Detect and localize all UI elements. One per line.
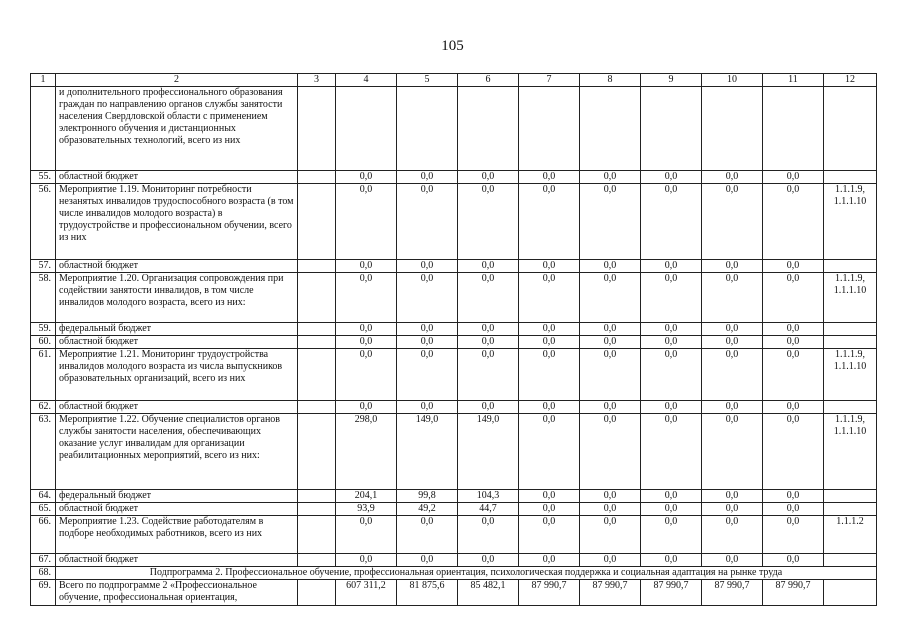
- row-description: Всего по подпрограмме 2 «Профессиональное обучение, профессиональная ориентация,: [56, 580, 298, 606]
- value-cell: 0,0: [458, 273, 519, 323]
- value-cell: 0,0: [336, 336, 397, 349]
- total-row: [31, 580, 877, 606]
- row-description: областной бюджет: [56, 260, 298, 273]
- value-cell: 0,0: [763, 184, 824, 260]
- value-cell: [336, 87, 397, 171]
- value-cell: 0,0: [336, 184, 397, 260]
- header-cell: 12: [824, 74, 877, 87]
- header-row: [31, 74, 877, 87]
- row-number: 56.: [31, 184, 56, 260]
- value-cell: [397, 87, 458, 171]
- value-cell: 0,0: [702, 171, 763, 184]
- value-cell: 0,0: [580, 349, 641, 401]
- value-cell: 0,0: [580, 260, 641, 273]
- value-cell: 0,0: [336, 554, 397, 567]
- col3-cell: [298, 490, 336, 503]
- value-cell: 0,0: [336, 171, 397, 184]
- value-cell: 0,0: [458, 349, 519, 401]
- value-cell: 0,0: [763, 414, 824, 490]
- row-number: 66.: [31, 516, 56, 554]
- target-link-cell: 1.1.1.9, 1.1.1.10: [824, 184, 877, 260]
- col3-cell: [298, 503, 336, 516]
- value-cell: 0,0: [519, 490, 580, 503]
- value-cell: 0,0: [519, 336, 580, 349]
- row-description: Мероприятие 1.21. Мониторинг трудоустройства инвалидов молодого возраста из числа выпускников образовательных организаций, всего из них: [56, 349, 298, 401]
- value-cell: 0,0: [458, 336, 519, 349]
- table-row: [31, 336, 877, 349]
- col3-cell: [298, 414, 336, 490]
- value-cell: 0,0: [702, 490, 763, 503]
- value-cell: 0,0: [458, 260, 519, 273]
- value-cell: 0,0: [519, 401, 580, 414]
- row-number: 60.: [31, 336, 56, 349]
- row-description: Мероприятие 1.23. Содействие работодателям в подборе необходимых работников, всего из них: [56, 516, 298, 554]
- value-cell: 0,0: [641, 336, 702, 349]
- row-number: 62.: [31, 401, 56, 414]
- value-cell: 0,0: [580, 490, 641, 503]
- col3-cell: [298, 260, 336, 273]
- row-description: Мероприятие 1.19. Мониторинг потребности незанятых инвалидов трудоспособного возраста (в том числе инвалидов молодого возраста) в трудоустройстве и профессиональном обучении, всего из них: [56, 184, 298, 260]
- value-cell: 0,0: [702, 260, 763, 273]
- col3-cell: [298, 273, 336, 323]
- header-cell: 11: [763, 74, 824, 87]
- col3-cell: [298, 554, 336, 567]
- row-number: 68.: [31, 567, 56, 580]
- table-body: [31, 74, 877, 606]
- row-number: 57.: [31, 260, 56, 273]
- value-cell: 0,0: [336, 260, 397, 273]
- target-link-cell: [824, 260, 877, 273]
- col3-cell: [298, 516, 336, 554]
- value-cell: 149,0: [397, 414, 458, 490]
- header-cell: 8: [580, 74, 641, 87]
- table-row: [31, 490, 877, 503]
- value-cell: 0,0: [580, 401, 641, 414]
- value-cell: 0,0: [336, 516, 397, 554]
- row-number: 67.: [31, 554, 56, 567]
- value-cell: 0,0: [763, 273, 824, 323]
- header-cell: 6: [458, 74, 519, 87]
- value-cell: 0,0: [397, 260, 458, 273]
- subprogram-row: [31, 567, 877, 580]
- value-cell: 0,0: [763, 503, 824, 516]
- row-description: федеральный бюджет: [56, 323, 298, 336]
- value-cell: 0,0: [458, 323, 519, 336]
- value-cell: [641, 87, 702, 171]
- value-cell: 0,0: [641, 401, 702, 414]
- value-cell: 81 875,6: [397, 580, 458, 606]
- budget-table: [30, 73, 877, 606]
- value-cell: 607 311,2: [336, 580, 397, 606]
- row-description: федеральный бюджет: [56, 490, 298, 503]
- header-cell: 10: [702, 74, 763, 87]
- value-cell: 87 990,7: [763, 580, 824, 606]
- col3-cell: [298, 349, 336, 401]
- row-description: областной бюджет: [56, 401, 298, 414]
- value-cell: 87 990,7: [702, 580, 763, 606]
- value-cell: 0,0: [702, 503, 763, 516]
- target-link-cell: 1.1.1.9, 1.1.1.10: [824, 349, 877, 401]
- value-cell: 0,0: [397, 171, 458, 184]
- value-cell: 0,0: [519, 554, 580, 567]
- col3-cell: [298, 336, 336, 349]
- value-cell: 0,0: [763, 516, 824, 554]
- row-description: и дополнительного профессионального образования граждан по направлению органов службы занятости населения Свердловской области с применением электронного обучения и дистанционных образовательных технологий, всего из них: [56, 87, 298, 171]
- target-link-cell: [824, 171, 877, 184]
- value-cell: 0,0: [519, 171, 580, 184]
- table-row: [31, 273, 877, 323]
- value-cell: 149,0: [458, 414, 519, 490]
- value-cell: 0,0: [641, 554, 702, 567]
- target-link-cell: [824, 580, 877, 606]
- value-cell: 204,1: [336, 490, 397, 503]
- target-link-cell: 1.1.1.2: [824, 516, 877, 554]
- value-cell: 0,0: [580, 414, 641, 490]
- value-cell: 0,0: [702, 323, 763, 336]
- value-cell: 0,0: [397, 554, 458, 567]
- value-cell: 0,0: [702, 401, 763, 414]
- target-link-cell: [824, 323, 877, 336]
- value-cell: 0,0: [458, 171, 519, 184]
- row-number: 65.: [31, 503, 56, 516]
- subprogram-title: Подпрограмма 2. Профессиональное обучение, профессиональная ориентация, психологическая поддержка и социальная адаптация на рынке труда: [56, 567, 877, 580]
- value-cell: 0,0: [519, 503, 580, 516]
- value-cell: 87 990,7: [519, 580, 580, 606]
- col3-cell: [298, 401, 336, 414]
- value-cell: [580, 87, 641, 171]
- value-cell: 0,0: [641, 414, 702, 490]
- value-cell: 0,0: [580, 516, 641, 554]
- value-cell: 0,0: [763, 171, 824, 184]
- header-cell: 2: [56, 74, 298, 87]
- row-description: областной бюджет: [56, 503, 298, 516]
- value-cell: 0,0: [702, 273, 763, 323]
- row-number: 63.: [31, 414, 56, 490]
- target-link-cell: 1.1.1.9, 1.1.1.10: [824, 414, 877, 490]
- value-cell: [702, 87, 763, 171]
- value-cell: 99,8: [397, 490, 458, 503]
- col3-cell: [298, 87, 336, 171]
- table-row: [31, 260, 877, 273]
- row-description: областной бюджет: [56, 336, 298, 349]
- value-cell: [519, 87, 580, 171]
- value-cell: 0,0: [702, 184, 763, 260]
- target-link-cell: [824, 554, 877, 567]
- value-cell: 0,0: [763, 401, 824, 414]
- value-cell: 0,0: [641, 184, 702, 260]
- value-cell: 0,0: [641, 490, 702, 503]
- row-number: 61.: [31, 349, 56, 401]
- value-cell: 0,0: [397, 349, 458, 401]
- value-cell: 0,0: [641, 516, 702, 554]
- row-number: 69.: [31, 580, 56, 606]
- value-cell: 0,0: [580, 336, 641, 349]
- value-cell: 0,0: [702, 414, 763, 490]
- value-cell: 0,0: [763, 336, 824, 349]
- table-row: [31, 323, 877, 336]
- value-cell: 0,0: [702, 336, 763, 349]
- value-cell: 104,3: [458, 490, 519, 503]
- table-row: [31, 401, 877, 414]
- value-cell: 0,0: [336, 349, 397, 401]
- row-number: [31, 87, 56, 171]
- target-link-cell: 1.1.1.9, 1.1.1.10: [824, 273, 877, 323]
- table-row: [31, 184, 877, 260]
- value-cell: 0,0: [641, 171, 702, 184]
- value-cell: 0,0: [458, 401, 519, 414]
- value-cell: 0,0: [702, 516, 763, 554]
- value-cell: 87 990,7: [641, 580, 702, 606]
- value-cell: 0,0: [519, 323, 580, 336]
- value-cell: 0,0: [763, 554, 824, 567]
- table-row: [31, 349, 877, 401]
- header-cell: 4: [336, 74, 397, 87]
- value-cell: [763, 87, 824, 171]
- value-cell: 0,0: [641, 349, 702, 401]
- row-number: 64.: [31, 490, 56, 503]
- value-cell: 0,0: [397, 323, 458, 336]
- value-cell: 0,0: [580, 273, 641, 323]
- value-cell: 0,0: [641, 260, 702, 273]
- table-row: [31, 503, 877, 516]
- value-cell: 0,0: [763, 323, 824, 336]
- header-cell: 7: [519, 74, 580, 87]
- value-cell: 0,0: [519, 414, 580, 490]
- col3-cell: [298, 580, 336, 606]
- value-cell: 87 990,7: [580, 580, 641, 606]
- value-cell: 85 482,1: [458, 580, 519, 606]
- value-cell: 93,9: [336, 503, 397, 516]
- value-cell: 49,2: [397, 503, 458, 516]
- value-cell: 0,0: [458, 554, 519, 567]
- row-number: 55.: [31, 171, 56, 184]
- row-description: Мероприятие 1.20. Организация сопровождения при содействии занятости инвалидов, в том числе инвалидов молодого возраста, всего из них:: [56, 273, 298, 323]
- header-cell: 9: [641, 74, 702, 87]
- value-cell: 0,0: [641, 503, 702, 516]
- target-link-cell: [824, 490, 877, 503]
- value-cell: 0,0: [397, 336, 458, 349]
- value-cell: 0,0: [702, 349, 763, 401]
- value-cell: 0,0: [580, 184, 641, 260]
- value-cell: 0,0: [519, 516, 580, 554]
- value-cell: 0,0: [336, 401, 397, 414]
- header-cell: 1: [31, 74, 56, 87]
- col3-cell: [298, 171, 336, 184]
- value-cell: 0,0: [641, 273, 702, 323]
- table-row: [31, 516, 877, 554]
- value-cell: 0,0: [702, 554, 763, 567]
- target-link-cell: [824, 503, 877, 516]
- page-number: 105: [441, 38, 464, 54]
- value-cell: 0,0: [336, 323, 397, 336]
- value-cell: 0,0: [641, 323, 702, 336]
- value-cell: 0,0: [763, 260, 824, 273]
- value-cell: 0,0: [519, 273, 580, 323]
- target-link-cell: [824, 401, 877, 414]
- row-number: 58.: [31, 273, 56, 323]
- row-description: Мероприятие 1.22. Обучение специалистов органов службы занятости населения, обеспечивающих оказание услуг инвалидам для организации реабилитационных мероприятий, всего из них:: [56, 414, 298, 490]
- header-cell: 3: [298, 74, 336, 87]
- value-cell: 0,0: [580, 171, 641, 184]
- target-link-cell: [824, 336, 877, 349]
- value-cell: 0,0: [580, 503, 641, 516]
- table-row: [31, 414, 877, 490]
- value-cell: 44,7: [458, 503, 519, 516]
- value-cell: 0,0: [580, 554, 641, 567]
- target-link-cell: [824, 87, 877, 171]
- col3-cell: [298, 184, 336, 260]
- value-cell: 0,0: [458, 516, 519, 554]
- row-number: 59.: [31, 323, 56, 336]
- value-cell: 0,0: [397, 273, 458, 323]
- value-cell: 0,0: [763, 490, 824, 503]
- row-description: областной бюджет: [56, 171, 298, 184]
- value-cell: 0,0: [397, 184, 458, 260]
- table-row: [31, 171, 877, 184]
- value-cell: 0,0: [397, 401, 458, 414]
- value-cell: [458, 87, 519, 171]
- value-cell: 0,0: [519, 260, 580, 273]
- table-row: [31, 87, 877, 171]
- value-cell: 298,0: [336, 414, 397, 490]
- value-cell: 0,0: [580, 323, 641, 336]
- value-cell: 0,0: [336, 273, 397, 323]
- value-cell: 0,0: [519, 184, 580, 260]
- value-cell: 0,0: [458, 184, 519, 260]
- row-description: областной бюджет: [56, 554, 298, 567]
- header-cell: 5: [397, 74, 458, 87]
- value-cell: 0,0: [763, 349, 824, 401]
- value-cell: 0,0: [519, 349, 580, 401]
- value-cell: 0,0: [397, 516, 458, 554]
- table-row: [31, 554, 877, 567]
- col3-cell: [298, 323, 336, 336]
